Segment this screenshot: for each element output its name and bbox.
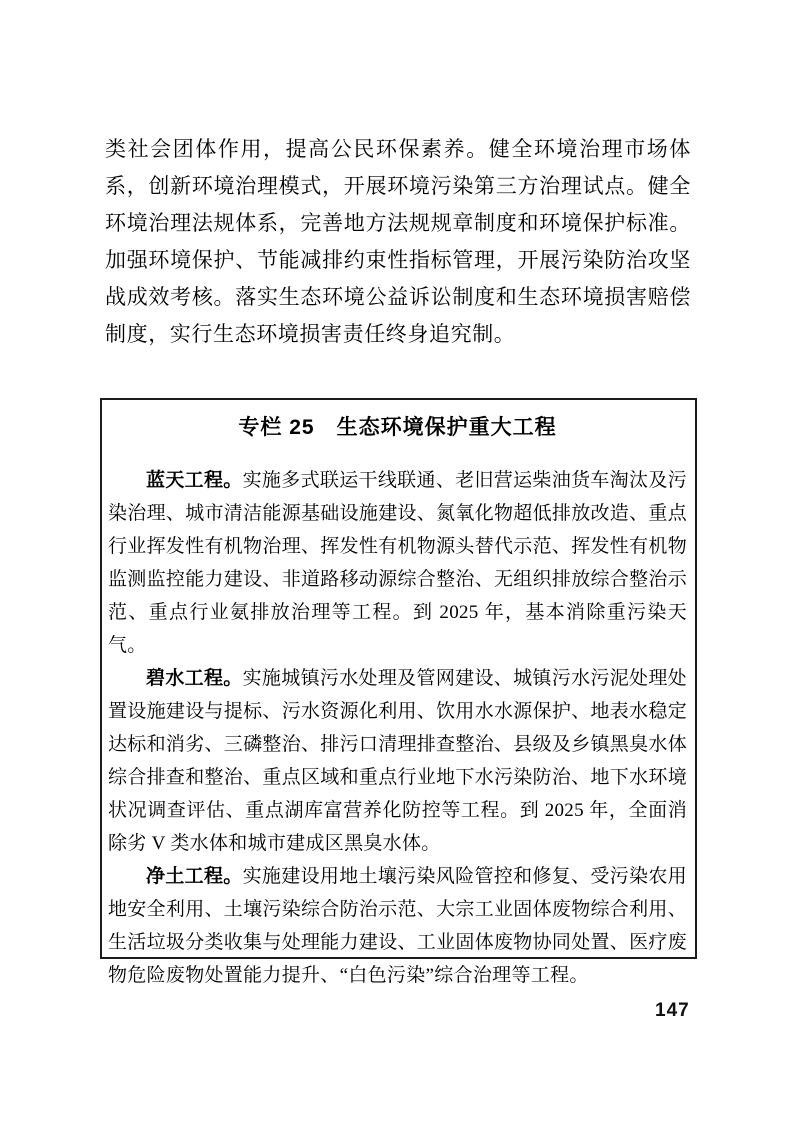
paragraph-text: 实施城镇污水处理及管网建设、城镇污水污泥处理处置设施建设与提标、污水资源化利用、饮用水水源保护、地表水稳定达标和消劣、三磷整治、排污口清理排查整治、县级及乡镇黑臭水体综合排查和整治、重点区域和重点行业地下水污染防治、地下水环境状况调查评估、重点湖库富营养化防控等工程。到 2025 年，全面消除劣 V 类水体和城市建成区黑臭水体。 <box>108 668 688 854</box>
paragraph-text: 实施建设用地土壤污染风险管控和修复、受污染农用地安全利用、土壤污染综合防治示范、大宗工业固体废物综合利用、生活垃圾分类收集与处理能力建设、工业固体废物协同处置、医疗废物危险废物处置能力提升、“白色污染”综合治理等工程。 <box>108 866 688 986</box>
feature-box-title: 专栏 25 生态环境保护重大工程 <box>238 416 557 439</box>
page-number: 147 <box>655 1000 690 1021</box>
box-paragraph-clear-water <box>108 662 687 860</box>
feature-box-column-25 <box>100 398 697 986</box>
paragraph-label: 蓝天工程。 <box>146 470 243 491</box>
box-paragraph-blue-sky <box>108 464 687 662</box>
paragraph-label: 净土工程。 <box>146 866 243 887</box>
paragraph-text: 实施多式联运干线联通、老旧营运柴油货车淘汰及污染治理、城市清洁能源基础设施建设、氮氧化物超低排放改造、重点行业挥发性有机物治理、挥发性有机物源头替代示范、挥发性有机物监测监控能力建设、非道路移动源综合整治、无组织排放综合整治示范、重点行业氨排放治理等工程。到 2025 年，基本消除重污染天气。 <box>108 470 688 656</box>
box-paragraph-clean-soil <box>108 860 687 992</box>
paragraph-label: 碧水工程。 <box>146 668 243 689</box>
body-paragraph: 类社会团体作用，提高公民环保素养。健全环境治理市场体系，创新环境治理模式，开展环境污染第三方治理试点。健全环境治理法规体系，完善地方法规规章制度和环境保护标准。加强环境保护、节能减排约束性指标管理，开展污染防治攻坚战成效考核。落实生态环境公益诉讼制度和生态环境损害赔偿制度，实行生态环境损害责任终身追究制。 <box>105 137 691 346</box>
